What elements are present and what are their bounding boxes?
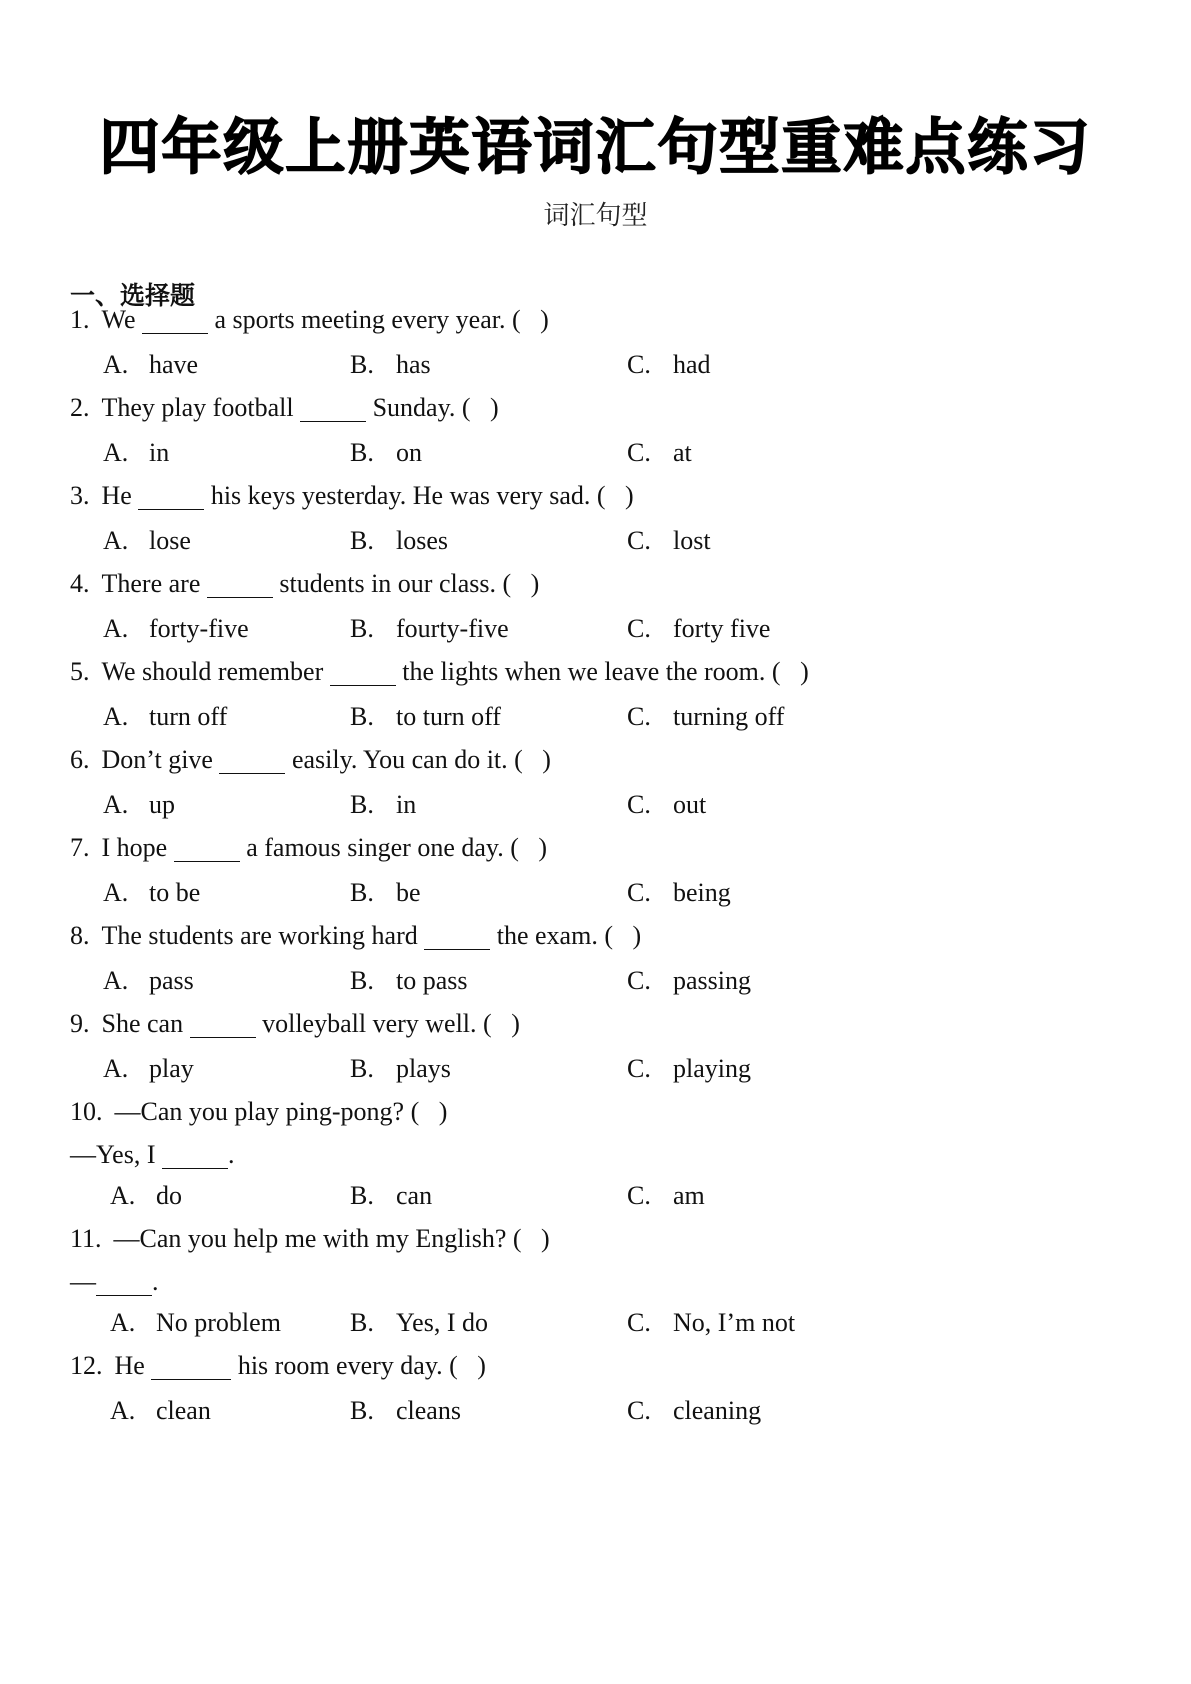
- option-text: forty-five: [149, 614, 249, 643]
- question-text: Don’t give: [101, 745, 213, 774]
- option-text: on: [396, 438, 422, 467]
- option-text: cleaning: [673, 1396, 762, 1425]
- option-label: A.: [103, 790, 129, 819]
- option-b[interactable]: [350, 790, 416, 820]
- answer-blank: [424, 923, 490, 950]
- option-label: B.: [350, 438, 374, 467]
- option-a[interactable]: [103, 878, 200, 908]
- option-text: out: [673, 790, 707, 819]
- question-11-reply: [70, 1267, 159, 1297]
- option-text: up: [149, 790, 175, 819]
- option-text: has: [396, 350, 431, 379]
- option-a[interactable]: [103, 350, 198, 380]
- option-label: B.: [350, 1054, 374, 1083]
- question-number: 11.: [70, 1224, 102, 1253]
- option-c[interactable]: [627, 878, 731, 908]
- option-a[interactable]: [103, 526, 191, 556]
- answer-blank: [300, 395, 366, 422]
- answer-blank: [138, 483, 204, 510]
- question-text: the lights when we leave the room. ( ): [402, 657, 809, 686]
- question-6: [70, 745, 551, 775]
- option-text: at: [673, 438, 692, 467]
- question-number: 6.: [70, 745, 90, 774]
- question-text: a sports meeting every year. ( ): [214, 305, 549, 334]
- section-heading: 一、选择题: [70, 281, 196, 310]
- option-c[interactable]: [627, 702, 784, 732]
- option-text: do: [156, 1181, 182, 1210]
- question-number: 4.: [70, 569, 90, 598]
- option-b[interactable]: [350, 1308, 488, 1338]
- option-c[interactable]: [627, 1308, 795, 1338]
- option-b[interactable]: [350, 526, 448, 556]
- option-c[interactable]: [627, 438, 692, 468]
- option-text: cleans: [396, 1396, 461, 1425]
- option-b[interactable]: [350, 1181, 432, 1211]
- question-text: She can: [101, 1009, 184, 1038]
- question-text: the exam. ( ): [496, 921, 642, 950]
- option-text: pass: [149, 966, 194, 995]
- option-label: A.: [103, 438, 129, 467]
- option-label: A.: [103, 966, 129, 995]
- question-text: easily. You can do it. ( ): [291, 745, 551, 774]
- option-label: A.: [103, 526, 129, 555]
- option-label: A.: [110, 1181, 136, 1210]
- question-5: [70, 657, 809, 687]
- option-label: C.: [627, 350, 651, 379]
- option-c[interactable]: [627, 966, 751, 996]
- option-b[interactable]: [350, 878, 421, 908]
- question-text: We: [101, 305, 136, 334]
- option-text: plays: [396, 1054, 451, 1083]
- option-label: C.: [627, 1308, 651, 1337]
- option-label: C.: [627, 1396, 651, 1425]
- reply-text: .: [152, 1267, 159, 1296]
- question-12: [70, 1351, 486, 1381]
- answer-blank: [142, 307, 208, 334]
- question-text: There are: [101, 569, 201, 598]
- option-text: being: [673, 878, 731, 907]
- option-a[interactable]: [103, 966, 194, 996]
- option-text: playing: [673, 1054, 751, 1083]
- option-text: Yes, I do: [396, 1308, 488, 1337]
- option-a[interactable]: [103, 1054, 194, 1084]
- option-b[interactable]: [350, 438, 422, 468]
- option-c[interactable]: [627, 1181, 705, 1211]
- option-text: No, I’m not: [673, 1308, 796, 1337]
- reply-text: —: [70, 1267, 96, 1296]
- option-label: B.: [350, 526, 374, 555]
- option-label: B.: [350, 1181, 374, 1210]
- option-b[interactable]: [350, 1396, 461, 1426]
- question-text: his keys yesterday. He was very sad. ( ): [210, 481, 634, 510]
- option-text: to be: [149, 878, 201, 907]
- option-a[interactable]: [110, 1396, 211, 1426]
- question-10-reply: [70, 1140, 235, 1170]
- question-2: [70, 393, 499, 423]
- question-text: He: [114, 1351, 145, 1380]
- option-label: A.: [103, 350, 129, 379]
- option-a[interactable]: [103, 702, 227, 732]
- option-text: forty five: [673, 614, 771, 643]
- question-text: They play football: [101, 393, 294, 422]
- option-a[interactable]: [103, 614, 249, 644]
- question-text: his room every day. ( ): [237, 1351, 486, 1380]
- option-label: B.: [350, 790, 374, 819]
- option-label: C.: [627, 526, 651, 555]
- question-10: [70, 1097, 447, 1127]
- option-label: B.: [350, 350, 374, 379]
- question-9: [70, 1009, 520, 1039]
- option-label: B.: [350, 966, 374, 995]
- answer-blank: [219, 747, 285, 774]
- option-text: loses: [396, 526, 448, 555]
- option-label: C.: [627, 790, 651, 819]
- option-label: A.: [110, 1308, 136, 1337]
- question-number: 7.: [70, 833, 90, 862]
- answer-blank: [96, 1269, 152, 1296]
- option-label: B.: [350, 1308, 374, 1337]
- option-label: B.: [350, 878, 374, 907]
- option-text: to pass: [396, 966, 468, 995]
- option-label: C.: [627, 966, 651, 995]
- question-text: a famous singer one day. ( ): [246, 833, 548, 862]
- option-b[interactable]: [350, 614, 509, 644]
- option-label: B.: [350, 1396, 374, 1425]
- question-text: volleyball very well. ( ): [262, 1009, 520, 1038]
- option-label: C.: [627, 1181, 651, 1210]
- option-label: A.: [103, 1054, 129, 1083]
- option-a[interactable]: [110, 1181, 182, 1211]
- question-text: I hope: [101, 833, 168, 862]
- option-text: clean: [156, 1396, 211, 1425]
- option-label: C.: [627, 438, 651, 467]
- option-label: C.: [627, 1054, 651, 1083]
- question-text: students in our class. ( ): [279, 569, 540, 598]
- option-text: play: [149, 1054, 194, 1083]
- question-8: [70, 921, 641, 951]
- answer-blank: [190, 1011, 256, 1038]
- option-c[interactable]: [627, 614, 770, 644]
- option-text: turn off: [149, 702, 228, 731]
- option-text: had: [673, 350, 711, 379]
- option-a[interactable]: [110, 1308, 281, 1338]
- reply-text: —Yes, I: [70, 1140, 156, 1169]
- question-number: 2.: [70, 393, 90, 422]
- option-a[interactable]: [103, 438, 169, 468]
- question-number: 1.: [70, 305, 90, 334]
- option-b[interactable]: [350, 966, 468, 996]
- page-title: 四年级上册英语词汇句型重难点练习: [99, 113, 1092, 183]
- question-text: Sunday. ( ): [372, 393, 499, 422]
- option-b[interactable]: [350, 350, 431, 380]
- question-number: 9.: [70, 1009, 90, 1038]
- question-number: 5.: [70, 657, 90, 686]
- option-text: lose: [149, 526, 191, 555]
- question-1: [70, 305, 549, 335]
- option-b[interactable]: [350, 702, 501, 732]
- option-label: B.: [350, 614, 374, 643]
- question-3: [70, 481, 634, 511]
- question-number: 12.: [70, 1351, 103, 1380]
- answer-blank: [162, 1142, 228, 1169]
- option-text: be: [396, 878, 421, 907]
- question-7: [70, 833, 547, 863]
- option-text: can: [396, 1181, 433, 1210]
- question-text: —Can you play ping-pong? ( ): [114, 1097, 448, 1126]
- option-c[interactable]: [627, 1396, 761, 1426]
- option-label: A.: [103, 878, 129, 907]
- option-c[interactable]: [627, 350, 711, 380]
- option-label: A.: [110, 1396, 136, 1425]
- option-c[interactable]: [627, 790, 706, 820]
- option-text: lost: [673, 526, 711, 555]
- page-subtitle: 词汇句型: [543, 201, 648, 231]
- option-label: B.: [350, 702, 374, 731]
- answer-blank: [151, 1353, 231, 1380]
- option-text: turning off: [673, 702, 785, 731]
- option-text: have: [149, 350, 199, 379]
- option-label: A.: [103, 702, 129, 731]
- option-text: passing: [673, 966, 751, 995]
- question-text: —Can you help me with my English? ( ): [113, 1224, 550, 1253]
- question-number: 10.: [70, 1097, 103, 1126]
- option-label: C.: [627, 878, 651, 907]
- option-c[interactable]: [627, 1054, 751, 1084]
- answer-blank: [207, 571, 273, 598]
- option-text: in: [396, 790, 417, 819]
- option-a[interactable]: [103, 790, 175, 820]
- question-11: [70, 1224, 550, 1254]
- answer-blank: [174, 835, 240, 862]
- question-number: 3.: [70, 481, 90, 510]
- option-text: in: [149, 438, 170, 467]
- option-label: A.: [103, 614, 129, 643]
- question-4: [70, 569, 539, 599]
- reply-text: .: [228, 1140, 235, 1169]
- option-text: to turn off: [396, 702, 501, 731]
- option-label: C.: [627, 614, 651, 643]
- question-text: The students are working hard: [101, 921, 418, 950]
- question-number: 8.: [70, 921, 90, 950]
- answer-blank: [330, 659, 396, 686]
- option-text: No problem: [156, 1308, 281, 1337]
- option-text: fourty-five: [396, 614, 509, 643]
- option-c[interactable]: [627, 526, 711, 556]
- question-text: We should remember: [101, 657, 324, 686]
- question-text: He: [101, 481, 132, 510]
- option-text: am: [673, 1181, 705, 1210]
- option-b[interactable]: [350, 1054, 451, 1084]
- option-label: C.: [627, 702, 651, 731]
